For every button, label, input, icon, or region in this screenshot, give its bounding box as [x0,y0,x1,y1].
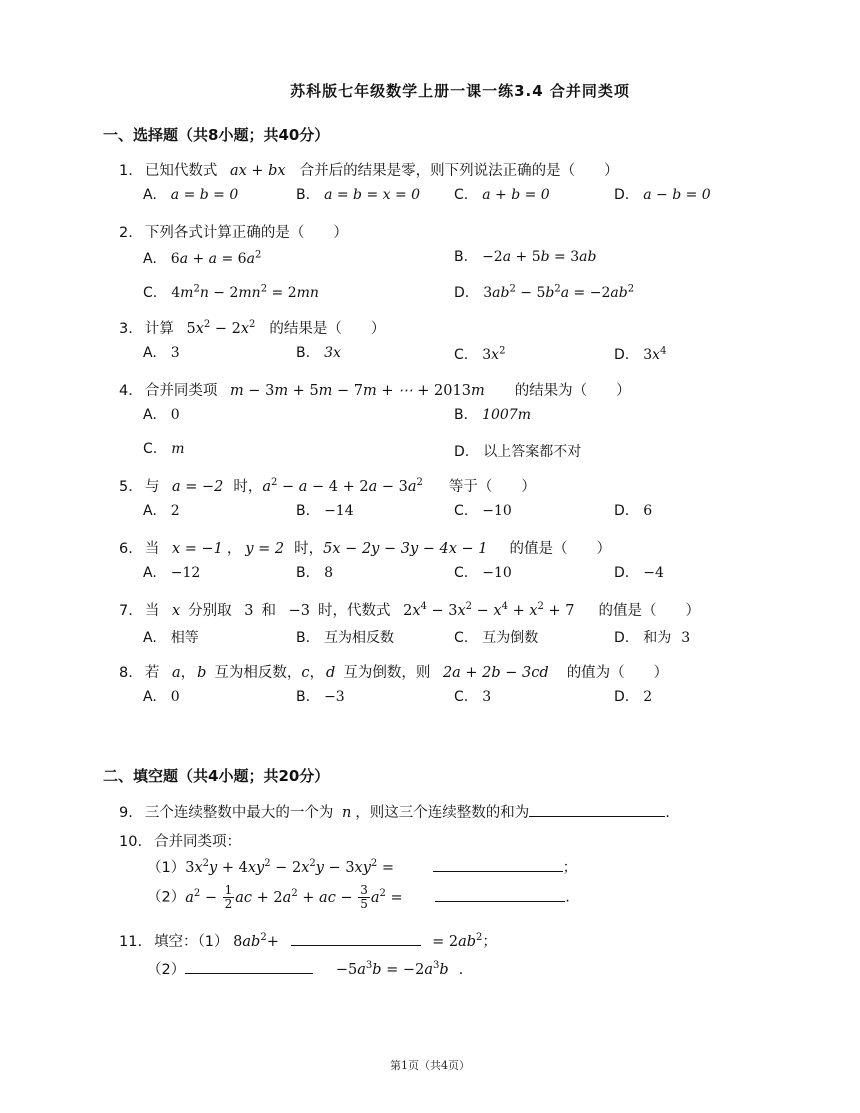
q8-option-d: D. 2 [614,689,653,705]
q5-option-c: C. −10 [454,503,512,519]
q7-option-c: C. 互为倒数 [454,630,539,646]
question-6: 6. 当 x = −1 ， y = 2 时，5x − 2y − 3y − 4x − 1 的值是（ ） [119,541,612,557]
question-11: 11. 填空：（1） $8ab^2+ = 2ab^2$； [119,932,497,950]
question-10: 10. 合并同类项： [119,834,242,850]
page-title: 苏科版七年级数学上册一课一练3.4 合并同类项 [290,82,630,100]
question-3: 3. 计算 $5x^2 - 2x^2$ 的结果是（ ） [119,319,386,337]
question-4: 4. 合并同类项 m − 3m + 5m − 7m + ⋯ + 2013m 的结果为（ ） [119,383,631,399]
q2-option-d: D. $3ab^2 - 5b^2a = -2ab^2$ [454,283,635,301]
q6-option-c: C. −10 [454,565,512,581]
q4-option-b: B. 1007m [454,407,531,423]
question-7: 7. 当 x 分别取 3 和 −3 时，代数式 $2x^4 - 3x^2 - x^4 + x^2 + 7$ 的值是（ ） [119,601,700,619]
question-2: 2. 下列各式计算正确的是（ ） [119,225,348,241]
answer-blank[interactable] [291,931,421,946]
section-heading-fill: 二、填空题（共4小题；共20分） [103,767,330,785]
q2-option-c: C. $4m^2n - 2mn^2 = 2mn$ [143,283,319,301]
q1-option-c: C. a + b = 0 [454,187,550,203]
q1-option-a: A. a = b = 0 [143,187,239,203]
q1-option-d: D. a − b = 0 [614,187,711,203]
q3-option-a: A. 3 [143,345,180,361]
q3-option-b: B. 3x [296,345,341,361]
q4-option-c: C. m [143,441,185,457]
q8-option-b: B. −3 [296,689,345,705]
q7-option-a: A. 相等 [143,630,199,646]
section-heading-choice: 一、选择题（共8小题；共40分） [103,126,330,144]
answer-blank[interactable] [435,887,565,902]
q5-option-a: A. 2 [143,503,180,519]
q2-option-b: B. −2a + 5b = 3ab [454,249,597,265]
question-8: 8. 若 a， b 互为相反数，c， d 互为倒数，则 2a + 2b − 3cd 的值为（ ） [119,665,669,681]
q7-option-d: D. 和为 3 [614,630,691,646]
q8-option-c: C. 3 [454,689,492,705]
question-1: 1. 已知代数式 ax + bx 合并后的结果是零，则下列说法正确的是（ ） [119,163,619,179]
question-9: 9. 三个连续整数中最大的一个为 n ，则这三个连续整数的和为 . [119,801,670,822]
q7-option-b: B. 互为相反数 [296,630,395,646]
q3-option-d: D. $3x^4$ [614,345,667,363]
q5-option-b: B. −14 [296,503,354,519]
q11-part-2: $(2) -5a^3b = -2a^3b$ . [147,960,464,978]
q10-part-1: $(1)3x^2y + 4xy^2 - 2x^2y - 3xy^2$ = ； [147,858,578,876]
q10-part-2: $(2)a^2$ − $\frac{1}{2}$ ac + $2a^2$ + ac − $\frac{3}{5}$ $a^2$ = . [147,883,570,911]
q8-option-a: A. 0 [143,689,180,705]
q1-option-b: B. a = b = x = 0 [296,187,421,203]
q6-option-d: D. −4 [614,565,664,581]
q2-option-a: A. $6a + a = 6a^2$ [143,249,262,267]
q4-option-a: A. 0 [143,407,180,423]
q3-option-c: C. $3x^2$ [454,345,506,363]
page-footer: 第1页（共4页） [390,1059,470,1072]
answer-blank[interactable] [433,857,563,872]
question-5: 5. 与 a = −2 时，$a^2 - a - 4 + 2a - 3a^2$ 等于（ ） [119,477,536,495]
q6-option-a: A. −12 [143,565,201,581]
q6-option-b: B. 8 [296,565,333,581]
q4-option-d: D. 以上答案都不对 [454,444,582,460]
q5-option-d: D. 6 [614,503,653,519]
answer-blank[interactable] [529,802,665,817]
answer-blank[interactable] [185,959,313,974]
